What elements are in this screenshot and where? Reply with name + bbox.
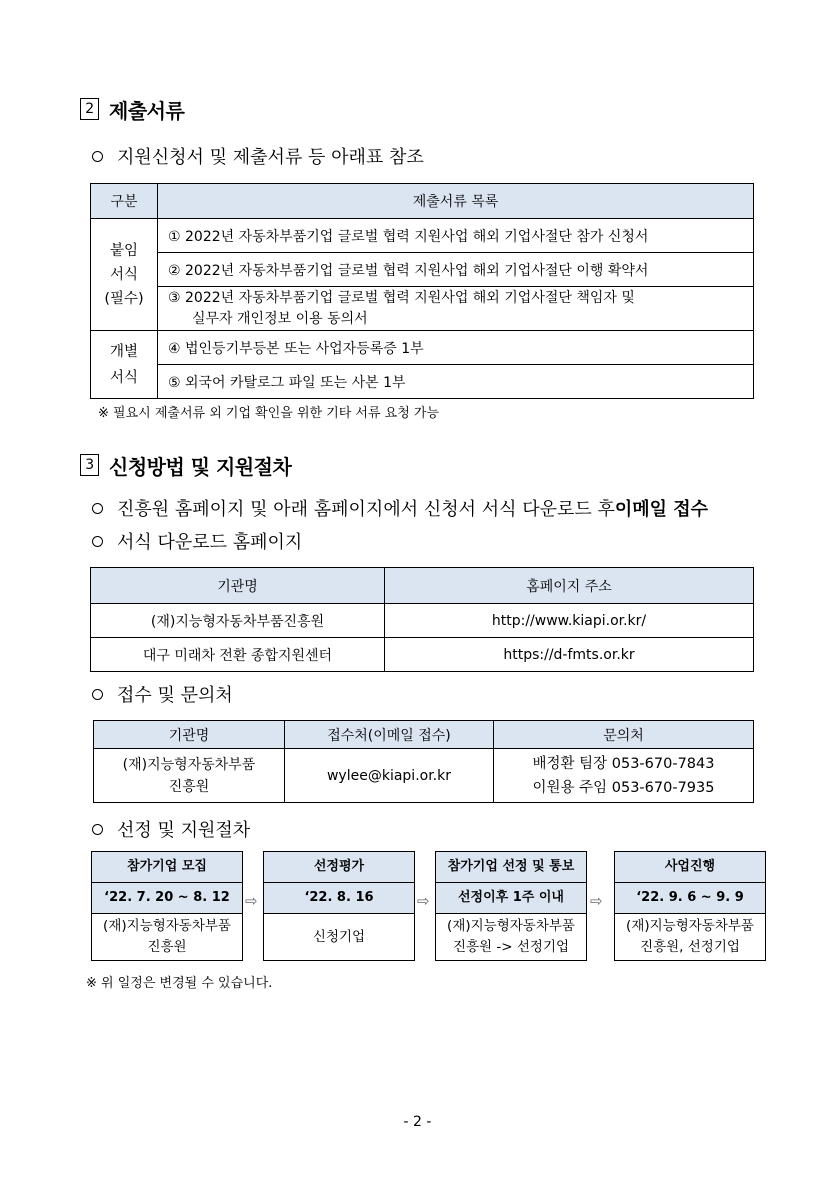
contact-header-org: 기관명 [94,721,285,749]
sites-header-url: 홈페이지 주소 [385,568,754,604]
section-3-bullet-4 [92,815,250,843]
documents-item-line: ③ 2022년 자동차부품기업 글로벌 협력 지원사업 해외 기업사절단 책임자 및 [168,289,635,306]
contact-email-link[interactable]: wylee@kiapi.or.kr [285,749,494,803]
documents-item: ④ 법인등기부등본 또는 사업자등록증 1부 [158,331,754,365]
table-row [91,604,754,638]
step-date: ‘22. 7. 20 ~ 8. 12 [92,883,242,914]
documents-col2-header: 제출서류 목록 [158,184,754,219]
page-number: - 2 - [403,1114,432,1130]
group2-label-line: 서식 [109,369,138,386]
bullet-4-text: 선정 및 지원절차 [117,820,251,841]
section-3-heading [80,450,291,480]
step-date: ‘22. 9. 6 ~ 9. 9 [615,883,765,914]
circle-bullet-icon [92,536,103,547]
contact-header-email: 접수처(이메일 접수) [285,721,494,749]
section-2-heading [80,94,184,124]
contact-header-inquiry: 문의처 [494,721,754,749]
section-3-title: 신청방법 및 지원절차 [109,454,292,479]
arrow-right-icon: ⇨ [245,892,258,910]
sites-header-org: 기관명 [91,568,385,604]
section-2-title: 제출서류 [109,98,185,123]
section-2-number: 2 [80,98,99,120]
group1-label-line: (필수) [104,290,144,307]
step-who-line: (재)지능형자동차부품 [626,918,754,934]
section-3-bullet-1 [92,494,708,522]
step-who-line: (재)지능형자동차부품 [103,918,231,934]
section-3-note: ※ 위 일정은 변경될 수 있습니다. [86,976,273,991]
step-title: 참가기업 선정 및 통보 [436,852,586,883]
process-step-3 [435,851,587,961]
step-who [264,914,414,960]
circle-bullet-icon [92,824,103,835]
step-title: 참가기업 모집 [92,852,242,883]
step-date: ‘22. 8. 16 [264,883,414,914]
step-who [615,914,765,960]
arrow-right-icon: ⇨ [590,892,603,910]
documents-group2-label [91,331,158,399]
contact-org-line: (재)지능형자동차부품 [122,756,256,773]
section-2-bullet [92,142,424,170]
step-who [436,914,586,960]
contact-person: 이원용 주임 053-670-7935 [532,779,715,796]
site-url-link[interactable]: http://www.kiapi.or.kr/ [385,604,754,638]
documents-col1-header: 구분 [91,184,158,219]
documents-item: ⑤ 외국어 카탈로그 파일 또는 사본 1부 [158,365,754,399]
step-who-line: 진흥원 [147,939,187,955]
contact-table [93,720,754,803]
group2-label-line: 개별 [109,343,138,360]
section-2-note: ※ 필요시 제출서류 외 기업 확인을 위한 기타 서류 요청 가능 [98,406,440,421]
group1-label-line: 붙임 [109,242,138,259]
site-org: (재)지능형자동차부품진흥원 [91,604,385,638]
download-sites-table [90,567,754,672]
step-who-line: 진흥원, 선정기업 [640,939,740,955]
documents-item: ② 2022년 자동차부품기업 글로벌 협력 지원사업 해외 기업사절단 이행 확약서 [158,253,754,287]
bullet-1-text: 진흥원 홈페이지 및 아래 홈페이지에서 신청서 서식 다운로드 후 [117,499,615,520]
step-title: 선정평가 [264,852,414,883]
step-who [92,914,242,960]
contact-org-line: 진흥원 [168,778,210,795]
section-3-bullet-3 [92,680,233,708]
process-step-4 [614,851,766,961]
contact-persons [494,749,754,803]
contact-person: 배정환 팀장 053-670-7843 [532,755,715,772]
circle-bullet-icon [92,151,103,162]
documents-item [158,287,754,331]
step-who-line: 신청기업 [312,928,366,945]
step-who-line: (재)지능형자동차부품 [447,918,575,934]
bullet-2-text: 서식 다운로드 홈페이지 [117,532,303,553]
process-step-2 [263,851,415,961]
circle-bullet-icon [92,503,103,514]
site-url-link[interactable]: https://d-fmts.or.kr [385,638,754,672]
site-org: 대구 미래차 전환 종합지원센터 [91,638,385,672]
arrow-right-icon: ⇨ [417,892,430,910]
documents-group1-label [91,219,158,331]
bullet-1-bold-text: 이메일 접수 [614,499,709,520]
step-who-line: 진흥원 -> 선정기업 [452,939,570,955]
group1-label-line: 서식 [109,266,138,283]
documents-item-line: 실무자 개인정보 이용 동의서 [192,310,368,327]
section-3-bullet-2 [92,527,302,555]
section-2-bullet-text: 지원신청서 및 제출서류 등 아래표 참조 [117,147,424,168]
table-row [91,638,754,672]
contact-org [94,749,285,803]
section-3-number: 3 [80,454,99,476]
step-title: 사업진행 [615,852,765,883]
documents-table [90,183,754,399]
process-step-1 [91,851,243,961]
bullet-3-text: 접수 및 문의처 [117,685,233,706]
step-date: 선정이후 1주 이내 [436,883,586,914]
circle-bullet-icon [92,689,103,700]
documents-item: ① 2022년 자동차부품기업 글로벌 협력 지원사업 해외 기업사절단 참가 신청서 [158,219,754,253]
